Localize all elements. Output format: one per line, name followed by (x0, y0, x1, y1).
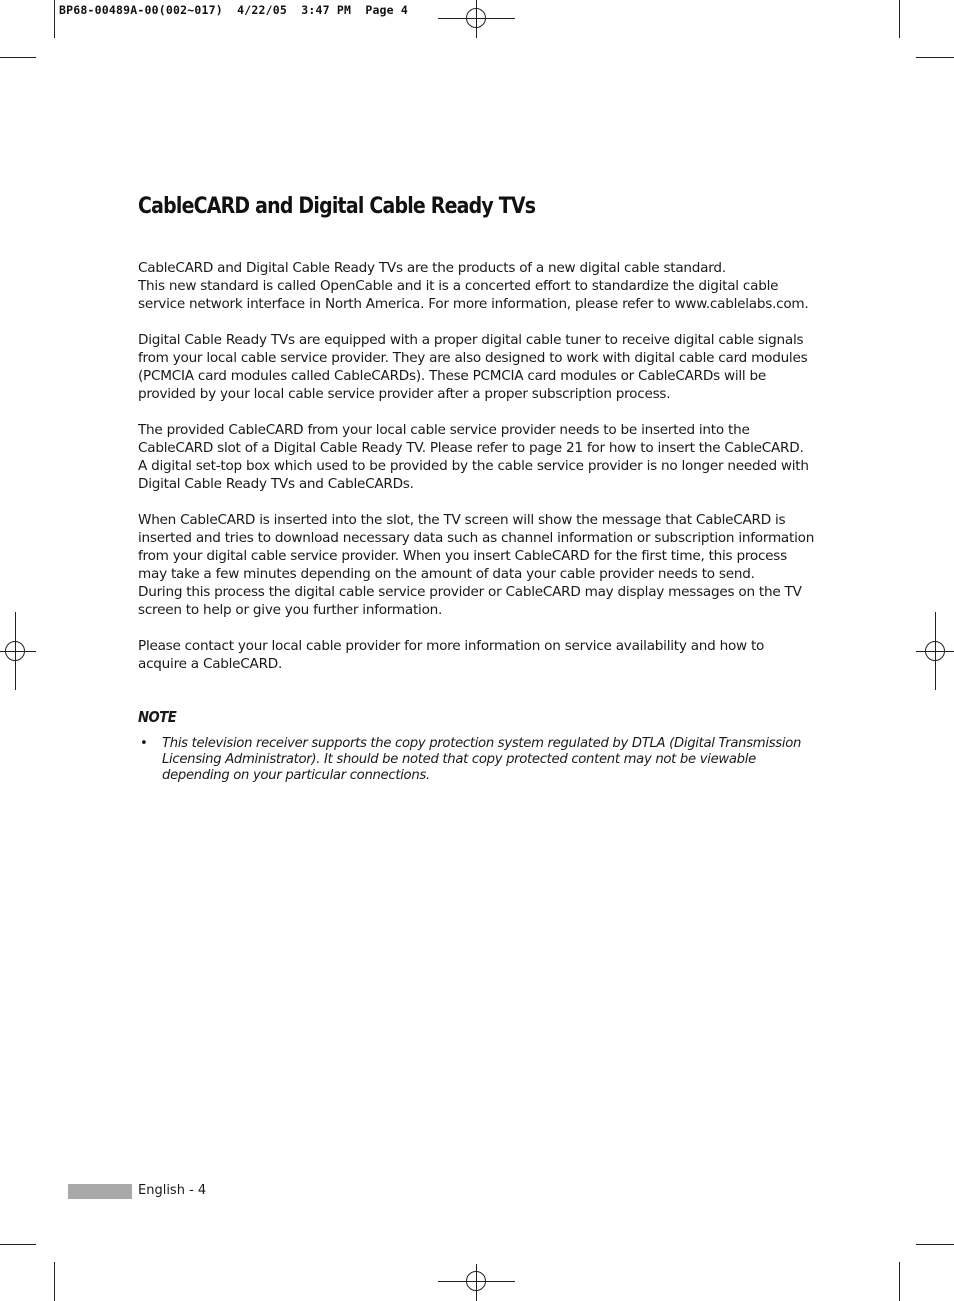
text-line: (PCMCIA card modules called CableCARDs). These PCMCIA card modules or CableCARDs will be (138, 368, 767, 384)
text-line: Please contact your local cable provider for more information on service availability and how to (138, 638, 765, 654)
text-line: CableCARD and Digital Cable Ready TVs are the products of a new digital cable standard. (138, 260, 726, 276)
text-line: inserted and tries to download necessary data such as channel information or subscription information (138, 530, 815, 546)
text-line: CableCARD slot of a Digital Cable Ready TV. Please refer to page 21 for how to insert the CableCARD. (138, 440, 804, 456)
paragraph (138, 331, 814, 403)
note-line: depending on your particular connections. (162, 768, 430, 783)
text-line: When CableCARD is inserted into the slot, the TV screen will show the message that CableCARD is (138, 512, 786, 528)
print-slug: BP68-00489A-00(002~017) 4/22/05 3:47 PM Page 4 (59, 3, 409, 17)
text-line: service network interface in North America. For more information, please refer to www.cablelabs.com. (138, 296, 809, 312)
text-line: provided by your local cable service provider after a proper subscription process. (138, 386, 671, 402)
text-line: This new standard is called OpenCable and it is a concerted effort to standardize the digital cable (138, 278, 779, 294)
text-line: The provided CableCARD from your local cable service provider needs to be inserted into the (138, 422, 750, 438)
text-line: During this process the digital cable service provider or CableCARD may display messages on the TV (138, 584, 802, 600)
text-line: from your local cable service provider. They are also designed to work with digital cable card modules (138, 350, 808, 366)
text-line: from your digital cable service provider. When you insert CableCARD for the first time, this process (138, 548, 787, 564)
paragraph (138, 511, 814, 619)
footer-bar (68, 1184, 132, 1199)
note-line: This television receiver supports the copy protection system regulated by DTLA (Digital Transmission (162, 736, 802, 751)
body-text (138, 259, 814, 691)
text-line: A digital set-top box which used to be provided by the cable service provider is no longer needed with (138, 458, 809, 474)
page-number: English - 4 (138, 1183, 207, 1198)
note-list (138, 736, 818, 784)
text-line: Digital Cable Ready TVs are equipped with a proper digital cable tuner to receive digital cable signals (138, 332, 804, 348)
note-heading: NOTE (138, 708, 177, 726)
text-line: may take a few minutes depending on the amount of data your cable provider needs to send. (138, 566, 755, 582)
text-line: screen to help or give you further information. (138, 602, 443, 618)
page-title: CableCARD and Digital Cable Ready TVs (138, 194, 536, 219)
paragraph (138, 421, 814, 493)
bullet-icon: • (140, 736, 148, 751)
text-line: acquire a CableCARD. (138, 656, 283, 672)
paragraph (138, 637, 814, 673)
note-item (138, 736, 818, 784)
text-line: Digital Cable Ready TVs and CableCARDs. (138, 476, 414, 492)
paragraph (138, 259, 814, 313)
note-line: Licensing Administrator). It should be noted that copy protected content may not be viewable (162, 752, 756, 767)
